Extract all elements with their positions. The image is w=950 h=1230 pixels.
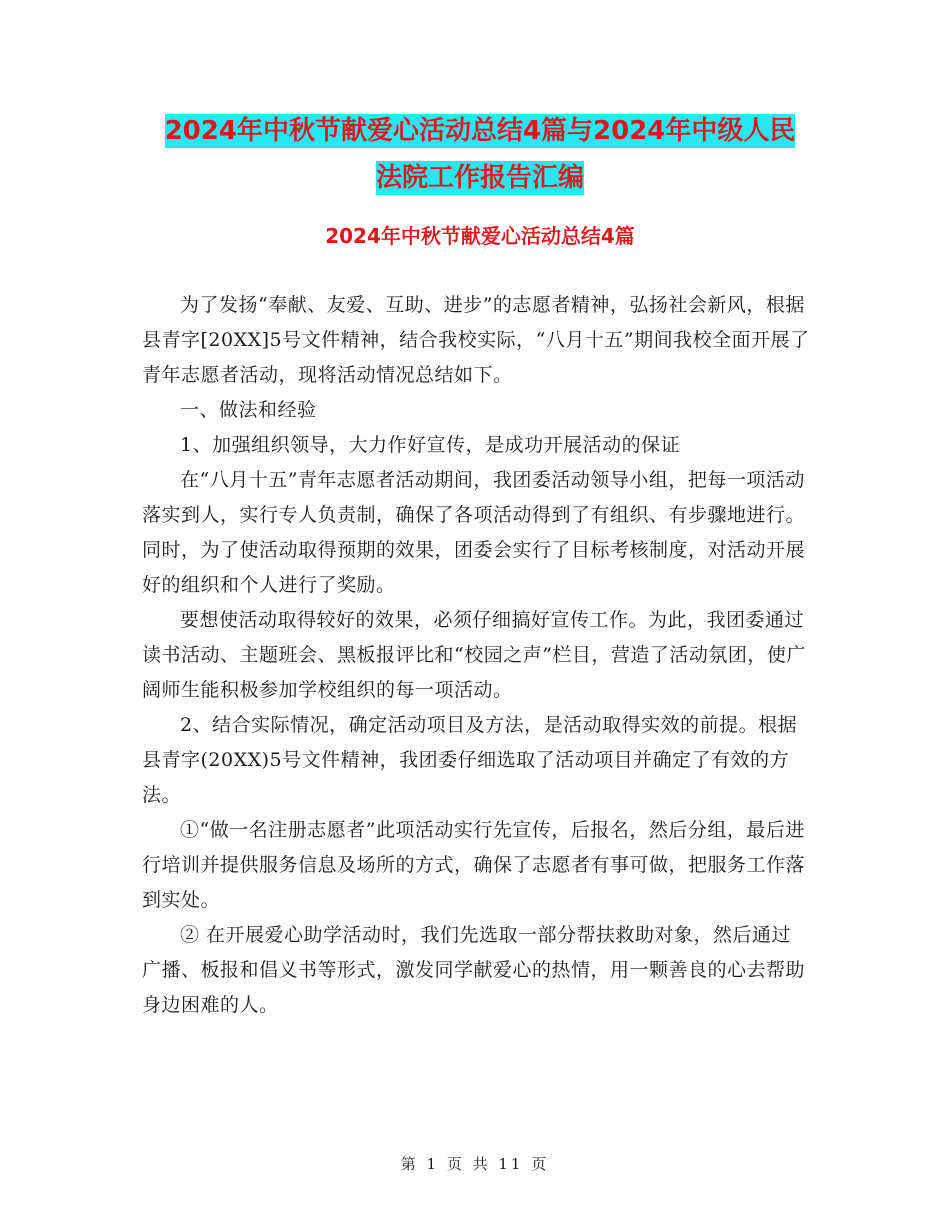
section-title: 2024年中秋节献爱心活动总结4篇 (325, 224, 635, 248)
paragraph-intro: 为了发扬“奉献、友爱、互助、进步”的志愿者精神，弘扬社会新风，根据县青字[20XX]5号文件精神，结合我校实际，“八月十五”期间我校全面开展了青年志愿者活动，现将活动情况总结如下。 (142, 294, 810, 386)
paragraph-heading-methods: 一、做法和经验 (180, 399, 317, 421)
paragraph-point-2: 2、结合实际情况，确定活动项目及方法，是活动取得实效的前提。根据县青字(20XX)5号文件精神，我团委仔细选取了活动项目并确定了有效的方法。 (142, 714, 798, 806)
main-title (140, 108, 820, 202)
page-footer: 第 1 页 共 11 页 (400, 1155, 550, 1173)
main-title-line-2: 法院工作报告汇编 (375, 163, 584, 193)
paragraph-volunteer-register: ①“做一名注册志愿者”此项活动实行先宣传，后报名，然后分组，最后进行培训并提供服务信息及场所的方式，确保了志愿者有事可做，把服务工作落到实处。 (142, 819, 806, 911)
paragraph-student-aid: ② 在开展爱心助学活动时，我们先选取一部分帮扶救助对象，然后通过广播、板报和倡义书等形式，激发同学献爱心的热情，用一颗善良的心去帮助身边困难的人。 (142, 924, 806, 1016)
document-body (142, 288, 810, 1023)
paragraph-organization: 在“八月十五”青年志愿者活动期间，我团委活动领导小组，把每一项活动落实到人，实行专人负责制，确保了各项活动得到了有组织、有步骤地进行。同时，为了使活动取得预期的效果，团委会实行了目标考核制度，对活动开展好的组织和个人进行了奖励。 (142, 469, 806, 596)
main-title-line-1: 2024年中秋节献爱心活动总结4篇与2024年中级人民 (164, 116, 796, 146)
paragraph-publicity: 要想使活动取得较好的效果，必须仔细搞好宣传工作。为此，我团委通过读书活动、主题班会、黑板报评比和“校园之声”栏目，营造了活动氛团，使广阔师生能积极参加学校组织的每一项活动。 (142, 609, 806, 701)
paragraph-point-1: 1、加强组织领导，大力作好宣传，是成功开展活动的保证 (180, 434, 681, 456)
